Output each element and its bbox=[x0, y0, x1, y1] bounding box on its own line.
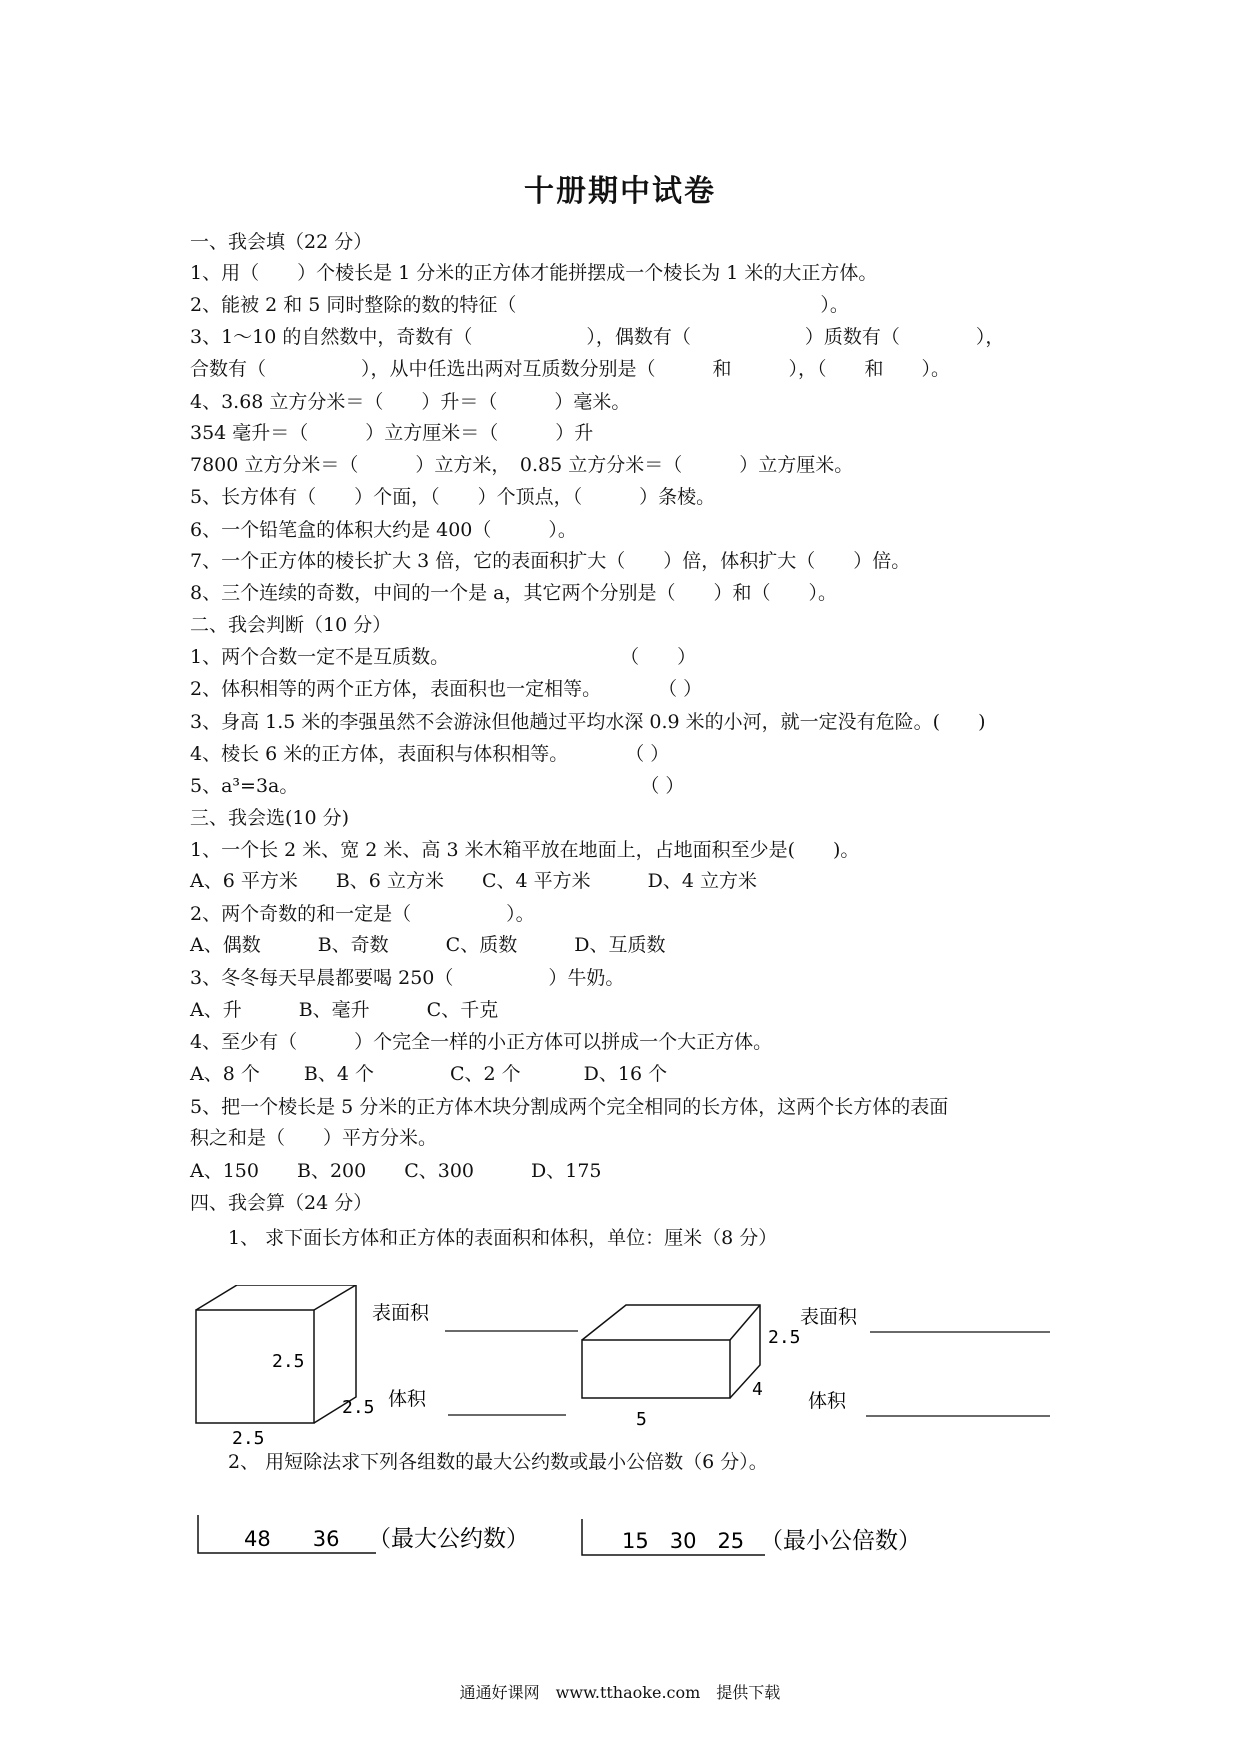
text-line: 1、 求下面长方体和正方体的表面积和体积，单位：厘米（8 分） bbox=[190, 1227, 778, 1249]
text-line: 1、用（ ）个棱长是 1 分米的正方体才能拼摆成一个棱长为 1 米的大正方体。 bbox=[190, 262, 878, 284]
text-line: A、8 个 B、4 个 C、2 个 D、16 个 bbox=[190, 1063, 668, 1085]
text-line: 7800 立方分米＝（ ）立方米， 0.85 立方分米＝（ ）立方厘米。 bbox=[190, 454, 854, 476]
text-line: 1、两个合数一定不是互质数。 （ ） bbox=[190, 646, 697, 668]
short-division-area bbox=[0, 1505, 1240, 1585]
text-line: 4、至少有（ ）个完全一样的小正方体可以拼成一个大正方体。 bbox=[190, 1031, 773, 1053]
cube-edge-front-label: 2.5 bbox=[272, 1351, 305, 1372]
text-line: 2、两个奇数的和一定是（ ）。 bbox=[190, 903, 535, 925]
short-division-right-numbers: 15 30 25 bbox=[622, 1529, 745, 1553]
volume-label-2: 体积 bbox=[808, 1390, 847, 1412]
text-line: 354 毫升＝（ ）立方厘米＝（ ）升 bbox=[190, 422, 594, 444]
text-line: 4、3.68 立方分米＝（ ）升＝（ ）毫米。 bbox=[190, 391, 631, 413]
text-line: 3、1～10 的自然数中，奇数有（ ），偶数有（ ）质数有（ ）， bbox=[190, 326, 1005, 348]
text-line: 6、一个铅笔盒的体积大约是 400（ ）。 bbox=[190, 519, 577, 541]
text-line: 5、a³=3a。 （ ） bbox=[190, 775, 685, 797]
text-line: 5、长方体有（ ）个面，（ ）个顶点，（ ）条棱。 bbox=[190, 486, 716, 508]
text-line: A、150 B、200 C、300 D、175 bbox=[190, 1160, 602, 1182]
text-line: 二、我会判断（10 分） bbox=[190, 614, 392, 636]
text-line: 四、我会算（24 分） bbox=[190, 1192, 373, 1214]
text-line: 合数有（ ），从中任选出两对互质数分别是（ 和 ），（ 和 ）。 bbox=[190, 358, 951, 380]
text-line: A、6 平方米 B、6 立方米 C、4 平方米 D、4 立方米 bbox=[190, 870, 757, 892]
text-line: 4、棱长 6 米的正方体，表面积与体积相等。 （ ） bbox=[190, 743, 670, 765]
text-line: 一、我会填（22 分） bbox=[190, 231, 373, 253]
cube-edge-side-label: 2.5 bbox=[342, 1397, 375, 1418]
text-line: 7、一个正方体的棱长扩大 3 倍，它的表面积扩大（ ）倍，体积扩大（ ）倍。 bbox=[190, 550, 911, 572]
cube-edge-bottom-label: 2.5 bbox=[232, 1428, 265, 1449]
cuboid-height-label: 2.5 bbox=[768, 1327, 801, 1348]
text-line: 1、一个长 2 米、宽 2 米、高 3 米木箱平放在地面上，占地面积至少是( )。 bbox=[190, 839, 860, 861]
surface-area-label-1: 表面积 bbox=[372, 1302, 430, 1324]
short-division-left-label: （最大公约数） bbox=[368, 1526, 529, 1552]
text-line: 三、我会选(10 分) bbox=[190, 807, 350, 829]
short-division-left-numbers: 48 36 bbox=[244, 1527, 340, 1551]
short-division-right-label: （最小公倍数） bbox=[760, 1528, 921, 1554]
text-line: 积之和是（ ）平方分米。 bbox=[190, 1127, 438, 1149]
cuboid-figure bbox=[582, 1305, 760, 1398]
cuboid-depth-label: 4 bbox=[752, 1379, 763, 1400]
cuboid-length-label: 5 bbox=[636, 1409, 647, 1430]
text-line: A、升 B、毫升 C、千克 bbox=[190, 999, 499, 1021]
page-footer: 通通好课网 www.tthaoke.com 提供下载 bbox=[459, 1683, 781, 1702]
text-line: 2、能被 2 和 5 同时整除的数的特征（ ）。 bbox=[190, 294, 849, 316]
text-line: 3、冬冬每天早晨都要喝 250（ ）牛奶。 bbox=[190, 967, 625, 989]
text-line: 2、体积相等的两个正方体，表面积也一定相等。 （ ） bbox=[190, 678, 703, 700]
text-line: 8、三个连续的奇数，中间的一个是 a，其它两个分别是（ ）和（ ）。 bbox=[190, 582, 837, 604]
volume-label-1: 体积 bbox=[388, 1388, 427, 1410]
page-title: 十册期中试卷 bbox=[524, 174, 716, 209]
question-2-instruction: 2、 用短除法求下列各组数的最大公约数或最小公倍数（6 分）。 bbox=[190, 1451, 768, 1473]
text-line: A、偶数 B、奇数 C、质数 D、互质数 bbox=[190, 934, 666, 956]
text-line: 3、身高 1.5 米的李强虽然不会游泳但他趟过平均水深 0.9 米的小河，就一定没有危险。( ) bbox=[190, 711, 986, 733]
surface-area-label-2: 表面积 bbox=[800, 1306, 858, 1328]
text-line: 5、把一个棱长是 5 分米的正方体木块分割成两个完全相同的长方体，这两个长方体的表面 bbox=[190, 1096, 949, 1118]
